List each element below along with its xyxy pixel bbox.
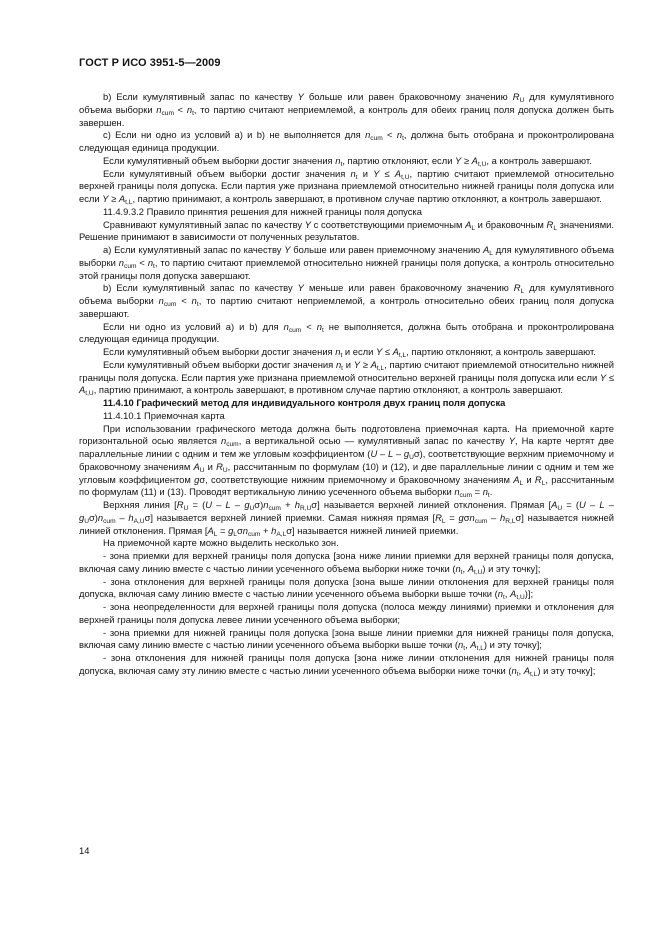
paragraph: b) Если кумулятивный запас по качеству Y меньше или равен браковочному значению $R_L$ для кумулятивного объема выборки $n_{cum} < n_t$, то партию считают неприемлемой, а контроль относительно обеих границ поля допуска завершают. [79,282,614,319]
paragraph: Если кумулятивный объем выборки достиг значения $n_t$ и если $Y \le A_{t,L}$, партию отклоняют, а контроль завершают. [103,346,596,359]
paragraph: Сравнивают кумулятивный запас по качеству Y с соответствующими приемочным $A_L$ и браковочным $R_L$ значениями. Решение принимают в зависимости от полученных результатов. [79,218,614,243]
paragraph: a) Если кумулятивный запас по качеству Y больше или равен приемочному значению $A_L$ для кумулятивного объема выборки $n_{cum} < n_t$, то партию считают приемлемой относительно нижней границы поля допуска, а контроль относительно этой границы поля допуска завершают. [79,244,614,281]
paragraph: Если кумулятивный объем выборки достиг значения $n_t$ и $Y \le A_{t,U}$, партию считают приемлемой относительно верхней границы поля допуска. Если партия уже признана приемлемой относительно нижней границы поля допуска или если $Y \ge A_{t,L}$, партию принимают, а контроль завершают, в противном случае партию отклоняют, а контроль завершают. [79,167,614,206]
paragraph: Если ни одно из условий a) и b) для $n_{cum} < n_t$ не выполняется, должна быть отобрана и проконтролирована следующая единица продукции. [79,320,614,345]
page-number: 14 [79,845,90,856]
list-item: - зона отклонения для верхней границы поля допуска [зона выше линии отклонения для верхней границы поля допуска, включая саму линию вместе с частью линии усеченного объема выборки выше точки ($n_t$, $A_{t,U}$)]; [79,575,614,602]
subsection-heading: 11.4.9.3.2 Правило принятия решения для нижней границы поля допуска [103,205,422,217]
paragraph: c) Если ни одно из условий a) и b) не выполняется для $n_{cum} < n_t$, должна быть отобрана и проконтролирована следующая единица продукции. [79,129,615,153]
list-item: - зона приемки для верхней границы поля допуска [зона ниже линии приемки для верхней границы поля допуска, включая саму линию вместе с частью линии усеченного объема выборки ниже точки ($n_t$, $A_{t,U}$) и эту точку]; [79,550,614,576]
paragraph: b) Если кумулятивный запас по качеству Y больше или равен браковочному значению $R_U$ для кумулятивного объема выборки $n_{cum} < n_t$, то партию считают неприемлемой, а контроль для обеих границ поля допуска должен быть завершен. [79,91,614,128]
section-heading: 11.4.10 Графический метод для индивидуального контроля двух границ поля допуска [103,397,506,408]
page-header: ГОСТ Р ИСО 3951-5—2009 [79,57,221,69]
paragraph: Верхняя линия $[R_U = (U - L - g_U\sigma)n_{cum} + h_{R,U}\sigma]$ называется верхней линией отклонения. Прямая $[A_U = (U - L - g_U\sigma)n_{cum} - h_{A,U}\sigma]$ называется верхней линией приемки. Самая нижняя прямая $[R_L = g\sigma n_{cum} - h_{R,L}\sigma]$ называется нижней линией отклонения. Прямая $[A_L = g_L\sigma n_{cum} + h_{A,L}\sigma]$ называется нижней линией приемки. [79,499,614,538]
subsection-heading: 11.4.10.1 Приемочная карта [103,409,225,421]
list-item: - зона отклонения для нижней границы поля допуска [зона ниже линии отклонения для нижней границы поля допуска, включая саму эту линию вместе с частью линии усеченного объема выборки ниже точки ($n_t$, $A_{t,L}$) и эту точку]; [79,652,614,678]
paragraph: На приемочной карте можно выделить несколько зон. [103,537,339,549]
list-item: - зона приемки для нижней границы поля допуска [зона выше линии приемки для нижней границы поля допуска, включая саму линию вместе с частью линии усеченного объема выборки выше точки ($n_t$, $A_{t,L}$) и эту точку]; [79,626,614,653]
list-item: - зона неопределенности для верхней границы поля допуска (полоса между линиями) приемки и отклонения для верхней границы поля допуска левее линии усеченного объема выборки; [79,601,614,625]
page-body [79,91,614,678]
paragraph: Если кумулятивный объем выборки достиг значения $n_t$ и $Y \ge A_{t,L}$, партию считают приемлемой относительно нижней границы поля допуска. Если партия уже признана приемлемой относительно верхней границы поля допуска или если $Y \le A_{t,U}$, партию принимают, а контроль завершают, в противном случае партию отклоняют, а контроль завершают. [79,358,615,398]
paragraph: При использовании графического метода должна быть подготовлена приемочная карта. На приемочной карте горизонтальной осью является $n_{cum}$, а вертикальной осью — кумулятивный запас по качеству Y, На карте чертят две параллельные линии с одним и тем же угловым коэффициентом (U – L – $g_U\sigma$), соответствующие верхним приемочному и браковочному значениям $A_U$ и $R_U$, рассчитанным по формулам (10) и (12), и две параллельные линии с одним и тем же угловым коэффициентом gσ, соответствующие нижним приемочному и браковочному значениям $A_L$ и $R_L$, рассчитанным по формулам (11) и (13). Проводят вертикальную линию усеченного объема выборки $n_{cum} = n_t$. [79,422,615,500]
paragraph: Если кумулятивный объем выборки достиг значения $n_t$, партию отклоняют, если $Y \ge A_{t,U}$, а контроль завершают. [103,154,592,168]
